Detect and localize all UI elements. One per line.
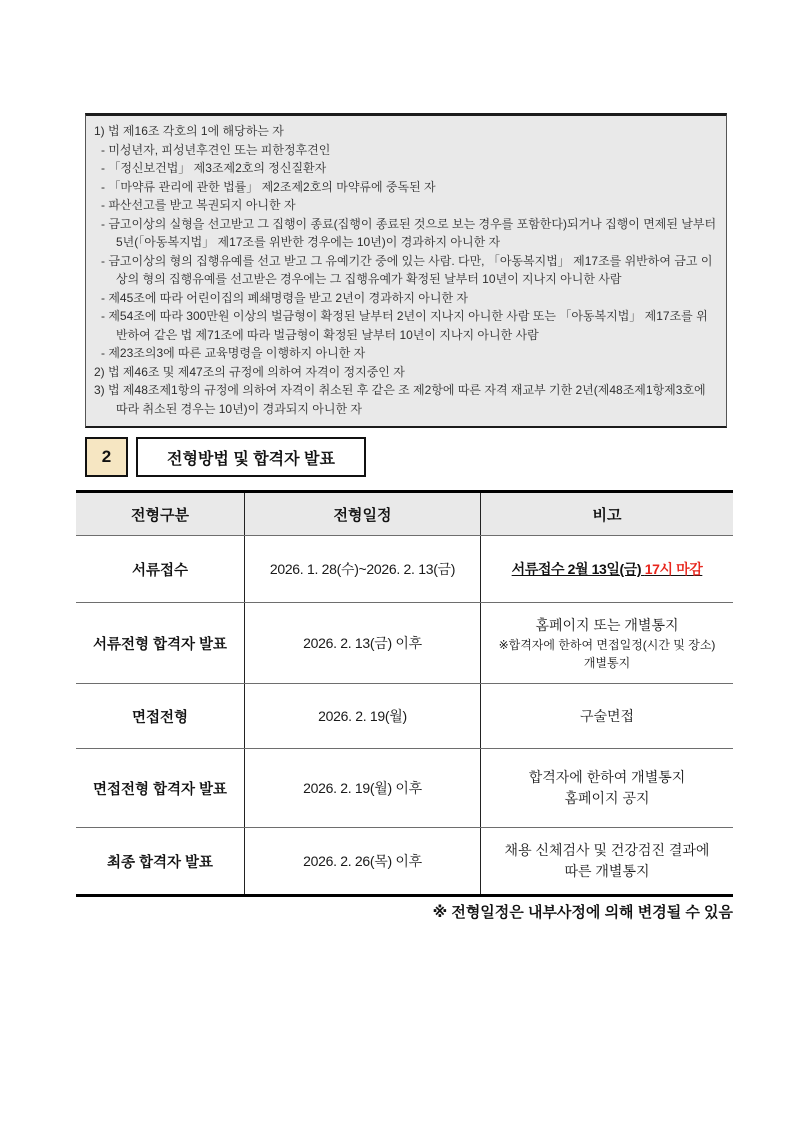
schedule-cell: 2026. 2. 19(월) 이후 (244, 749, 480, 827)
schedule-cell: 2026. 2. 26(목) 이후 (244, 828, 480, 894)
eligibility-item: - 금고이상의 형의 집행유예를 선고 받고 그 유예기간 중에 있는 사람. 다만, 「아동복지법」 제17조를 위반하여 금고 이상의 형의 집행유예를 선고받은 경우에는 그 집행유예가 확정된 날부터 10년이 지나지 아니한 사람 (101, 253, 713, 286)
category-cell: 최종 합격자 발표 (106, 854, 214, 871)
note-line: ※합격자에 한하여 면접일정(시간 및 장소) (498, 637, 716, 652)
deadline-time-highlight: 17시 마감 (644, 561, 703, 577)
note-line: 홈페이지 또는 개별통지 (535, 616, 679, 633)
schedule-cell: 2026. 2. 13(금) 이후 (244, 603, 480, 683)
schedule-cell: 2026. 1. 28(수)~2026. 2. 13(금) (244, 536, 480, 602)
eligibility-item: - 제45조에 따라 어린이집의 폐쇄명령을 받고 2년이 경과하지 아니한 자 (101, 290, 469, 305)
schedule-table (76, 490, 733, 897)
table-row (76, 536, 733, 603)
eligibility-item: - 미성년자, 피성년후견인 또는 피한정후견인 (101, 142, 331, 157)
table-row (76, 684, 733, 749)
category-cell: 서류접수 (131, 562, 189, 579)
note-line: 채용 신체검사 및 건강검진 결과에 (504, 842, 710, 858)
eligibility-item: - 제54조에 따라 300만원 이상의 벌금형이 확정된 날부터 2년이 지나지 아니한 사람 또는 「아동복지법」 제17조를 위반하여 같은 법 제71조에 따라 벌금형이 확정된 날부터 10년이 지나지 아니한 사람 (101, 309, 708, 342)
note-cell (480, 684, 733, 748)
deadline-note: 서류접수 2월 13일(금) 17시 마감 (511, 561, 703, 577)
section-number-badge: 2 (85, 437, 128, 477)
header-category: 전형구분 (131, 506, 189, 524)
eligibility-criteria-box (85, 113, 727, 428)
note-cell (480, 536, 733, 602)
eligibility-item: - 제23조의3에 따른 교육명령을 이행하지 아니한 자 (101, 346, 366, 360)
table-row (76, 828, 733, 894)
eligibility-item: - 파산선고를 받고 복권되지 아니한 자 (101, 198, 296, 212)
note-cell (480, 749, 733, 827)
note-line: 홈페이지 공지 (564, 790, 650, 806)
section-title: 전형방법 및 합격자 발표 (136, 437, 366, 477)
eligibility-item: 3) 법 제48조제1항의 규정에 의하여 자격이 취소된 후 같은 조 제2항에 따른 자격 재교부 기한 2년(제48조제1항제3호에 따라 취소된 경우는 10년)이 경과되지 아니한 자 (94, 383, 706, 416)
schedule-change-footnote: ※ 전형일정은 내부사정에 의해 변경될 수 있음 (432, 904, 733, 921)
category-cell: 면접전형 (131, 709, 189, 726)
note-line: 구술면접 (579, 707, 635, 724)
eligibility-item: 1) 법 제16조 각호의 1에 해당하는 자 (94, 124, 284, 138)
eligibility-item: 2) 법 제46조 및 제47조의 규정에 의하여 자격이 정지중인 자 (94, 364, 405, 379)
header-note: 비고 (480, 493, 733, 535)
header-schedule: 전형일정 (244, 493, 480, 535)
category-cell: 면접전형 합격자 발표 (92, 781, 228, 798)
schedule-table-body (76, 536, 733, 894)
table-header-row (76, 493, 733, 536)
note-cell (480, 828, 733, 894)
eligibility-item: - 금고이상의 실형을 선고받고 그 집행이 종료(집행이 종료된 것으로 보는 경우를 포함한다)되거나 집행이 면제된 날부터 5년(「아동복지법」 제17조를 위반한 경우에는 10년)이 경과하지 아니한 자 (101, 216, 717, 249)
schedule-cell: 2026. 2. 19(월) (244, 684, 480, 748)
eligibility-list (94, 122, 718, 418)
category-cell: 서류전형 합격자 발표 (92, 636, 228, 653)
eligibility-item: - 「마약류 관리에 관한 법률」 제2조제2호의 마약류에 중독된 자 (101, 179, 436, 194)
note-line: 개별통지 (583, 655, 631, 670)
table-row (76, 749, 733, 828)
eligibility-item: - 「정신보건법」 제3조제2호의 정신질환자 (101, 161, 327, 175)
note-line: 따른 개별통지 (564, 863, 650, 879)
note-cell (480, 603, 733, 683)
table-row (76, 603, 733, 684)
note-line: 합격자에 한하여 개별통지 (528, 769, 686, 785)
